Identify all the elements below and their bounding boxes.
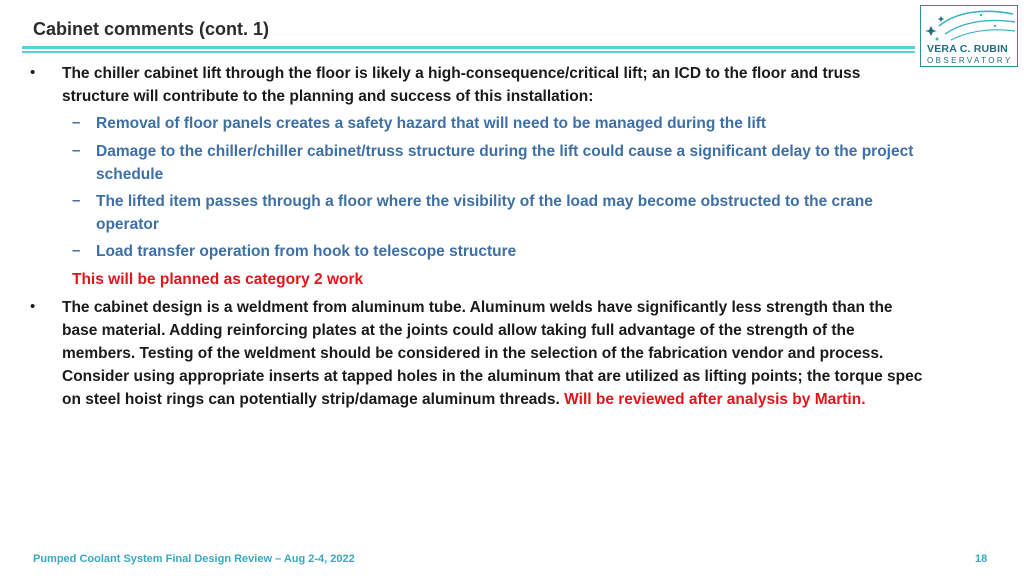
bullet2-line4: Consider using appropriate inserts at tapped holes in the aluminum that are utilized as lifting points; the torque spec [62,368,923,385]
sub-item-3-line1: The lifted item passes through a floor where the visibility of the load may become obstructed to the crane [96,193,873,210]
logo-line1: VERA C. RUBIN [927,43,1008,55]
bullet2-line5-text: on steel hoist rings can potentially strip/damage aluminum threads. [62,391,560,408]
bullet2-line2: base material. Adding reinforcing plates at the joints could allow taking full advantage of the strength of the [62,322,855,339]
sub-bullet-dash: – [72,242,81,259]
sub-item-2-line1: Damage to the chiller/chiller cabinet/truss structure during the lift could cause a significant delay to the project [96,143,914,160]
bullet1-line2: structure will contribute to the planning and success of this installation: [62,88,594,105]
bullet2-line3: members. Testing of the weldment should be considered in the selection of the fabrication vendor and process. [62,345,884,362]
bullet2-line5 [62,390,866,410]
sub-bullet-dash: – [72,114,81,131]
sub-item-1: Removal of floor panels creates a safety hazard that will need to be managed during the lift [96,115,767,132]
bullet-marker: • [30,298,36,315]
bullet-marker: • [30,64,36,81]
sub-item-2-line2: schedule [96,166,164,183]
logo-line2: OBSERVATORY [927,56,1013,65]
page-number: 18 [975,553,988,565]
category-note: This will be planned as category 2 work [72,271,364,288]
bullet1-line1: The chiller cabinet lift through the floor is likely a high-consequence/critical lift; an ICD to the floor and truss [62,65,861,82]
bullet2-line1: The cabinet design is a weldment from aluminum tube. Aluminum welds have significantly less strength than the [62,299,893,316]
observatory-logo [920,5,1018,67]
sub-bullet-dash: – [72,192,81,209]
review-note: Will be reviewed after analysis by Martin. [564,391,866,408]
title-rule-bottom [22,51,915,53]
footer-text: Pumped Coolant System Final Design Review – Aug 2-4, 2022 [33,553,355,565]
page-title: Cabinet comments (cont. 1) [33,19,270,39]
star-swirl-icon [921,6,1019,44]
title-rule-top [22,46,915,49]
sub-item-4: Load transfer operation from hook to telescope structure [96,243,517,260]
sub-bullet-dash: – [72,142,81,159]
sub-item-3-line2: operator [96,216,159,233]
